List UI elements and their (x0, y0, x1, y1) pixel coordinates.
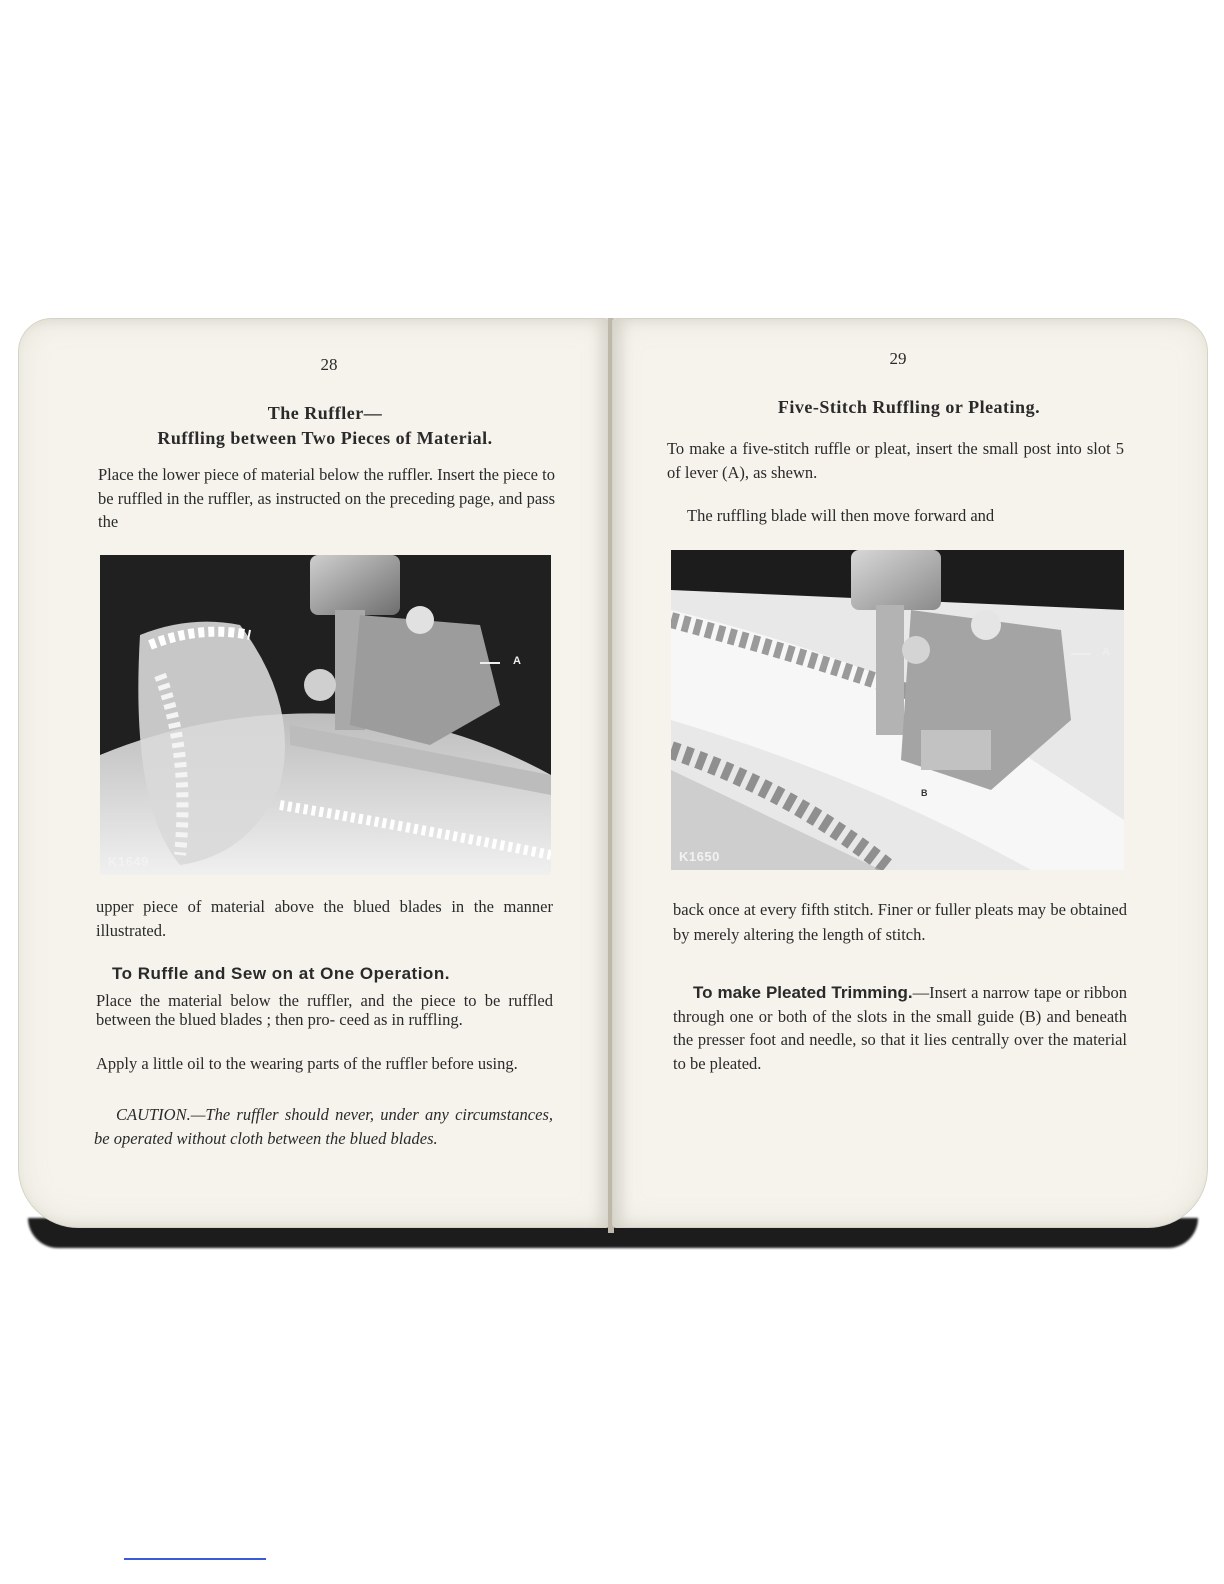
ruffler-illustration (100, 555, 551, 875)
scan-artifact-line (124, 1558, 266, 1560)
ruffler-photo-k1649 (100, 555, 551, 875)
right-paragraph-4-text: —Insert a narrow tape or ribbon through one or both of the slots in the small guide (B) and beneath the presser foot and needle, so that it lies centrally over the material to be pleated. (673, 983, 1127, 1073)
caution-paragraph (94, 1103, 553, 1150)
caution-label: CAUTION. (116, 1105, 191, 1124)
left-heading-line1: The Ruffler— (267, 403, 383, 423)
figure-label-k1650: K1650 (679, 849, 720, 864)
right-subheading: To make Pleated Trimming. (693, 983, 913, 1002)
left-paragraph-4: Apply a little oil to the wearing parts of the ruffler before using. (96, 1054, 518, 1073)
marker-b-label: B (921, 788, 928, 798)
pleating-illustration (671, 550, 1124, 870)
left-heading-line2: Ruffling between Two Pieces of Material. (157, 428, 493, 448)
right-heading: Five-Stitch Ruffling or Pleating. (777, 397, 1041, 417)
right-paragraph-4 (673, 981, 1127, 1075)
marker-a-label: A (1102, 646, 1110, 658)
page-number-right: 29 (889, 349, 907, 368)
left-paragraph-2: upper piece of material above the blued blades in the manner illustrated. (96, 897, 553, 940)
figure-label-k1649: K1649 (108, 854, 149, 869)
caution-text: —The ruffler should never, under any circumstances, be operated without cloth between the blued blades. (94, 1105, 553, 1148)
marker-a-label: A (513, 655, 521, 667)
left-page (18, 318, 610, 1228)
page-number-left: 28 (320, 355, 338, 374)
open-booklet (18, 318, 1208, 1248)
left-paragraph-3: Place the material below the ruffler, and the piece to be ruffled between the blued blades ; then pro- ceed as in ruffling. (96, 991, 553, 1029)
right-paragraph-2: The ruffling blade will then move forward and (687, 506, 995, 525)
right-paragraph-1: To make a five-stitch ruffle or pleat, insert the small post into slot 5 of lever (A), as shewn. (667, 439, 1124, 482)
left-paragraph-1: Place the lower piece of material below the ruffler. Insert the piece to be ruffled in the ruffler, as instructed on the preceding page, and pass the (98, 465, 555, 531)
right-page (612, 318, 1208, 1228)
right-paragraph-3: back once at every fifth stitch. Finer or fuller pleats may be obtained by merely altering the length of stitch. (673, 900, 1127, 944)
left-subheading: To Ruffle and Sew on at One Operation. (112, 964, 450, 983)
pleating-photo-k1650 (671, 550, 1124, 870)
